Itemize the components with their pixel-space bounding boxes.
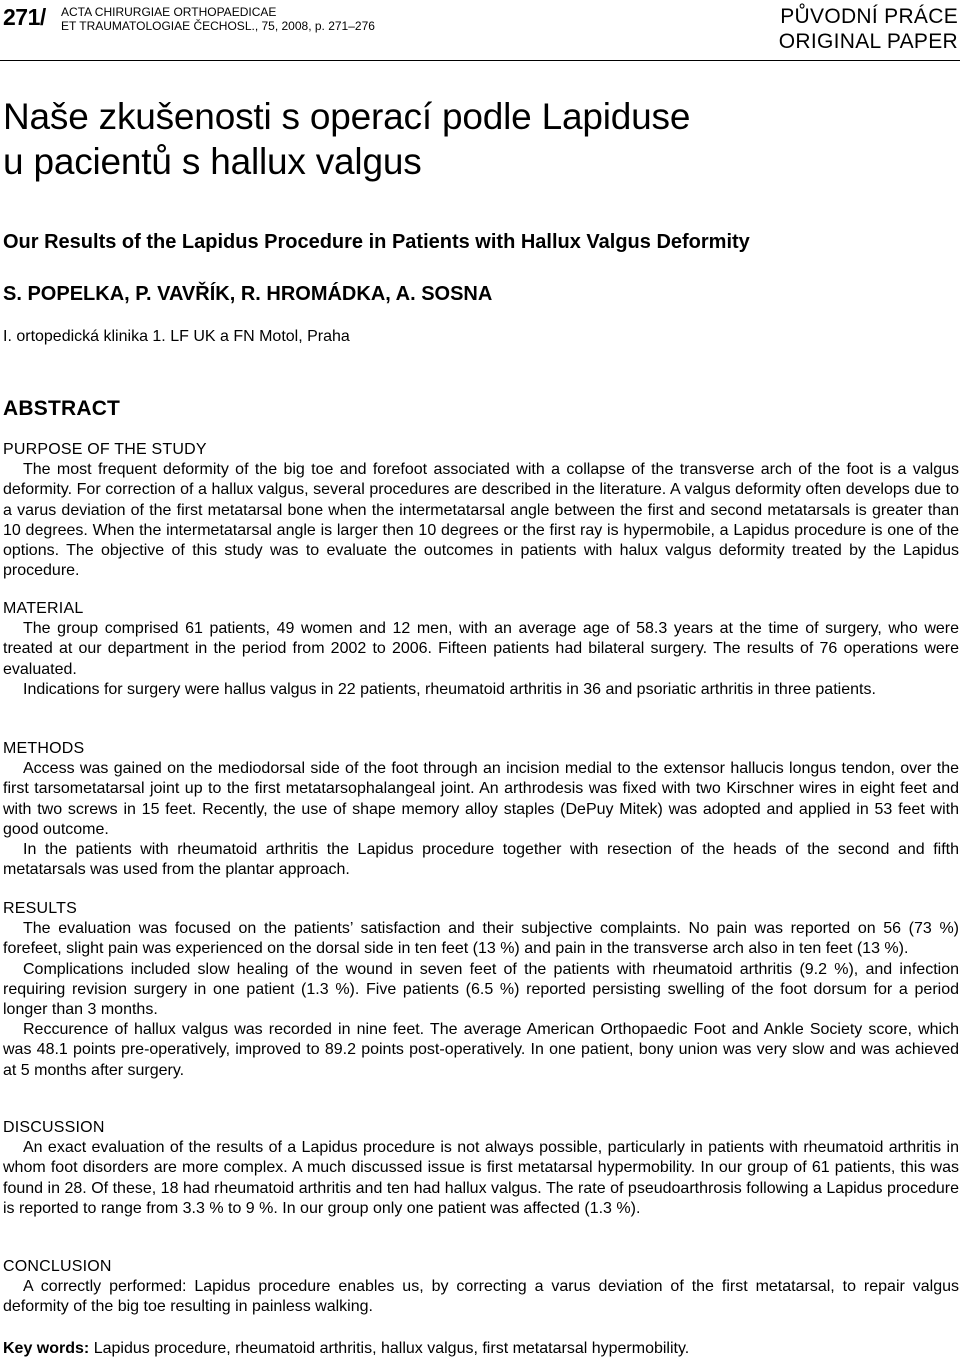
section-conclusion [3, 1257, 959, 1318]
methods-heading: METHODS [3, 740, 85, 757]
section-purpose [3, 440, 959, 581]
authors: S. POPELKA, P. VAVŘÍK, R. HROMÁDKA, A. SOSNA [3, 283, 493, 305]
results-paragraph-1: The evaluation was focused on the patients’ satisfaction and their subjective complaints. No pain was reported on 56 (73 %) forefeet, slight pain was experienced on the dorsal side in ten feet (13 %) and pain in the transverse arch also in ten feet (13 %). [3, 920, 959, 958]
conclusion-heading: CONCLUSION [3, 1258, 112, 1275]
english-title: Our Results of the Lapidus Procedure in Patients with Hallux Valgus Deformity [3, 231, 750, 253]
results-paragraph-3: Reccurence of hallux valgus was recorded in nine feet. The average American Orthopaedic Foot and Ankle Society score, which was 48.1 points pre-operatively, improved to 89.2 points post-operatively. In one patient, bony union was very slow and was achieved at 5 months after surgery. [3, 1021, 959, 1079]
section-material [3, 599, 959, 700]
page-number: 271/ [3, 4, 46, 30]
discussion-heading: DISCUSSION [3, 1119, 105, 1136]
section-type-en: ORIGINAL PAPER [778, 30, 958, 53]
material-paragraph-1: The group comprised 61 patients, 49 women and 12 men, with an average age of 58.3 years at the time of surgery, who were treated at our department in the period from 2002 to 2006. Fifteen patients had bilateral surgery. The results of 76 operations were evaluated. [3, 620, 959, 678]
section-type [779, 4, 958, 54]
section-results [3, 899, 959, 1081]
journal-line-2: ET TRAUMATOLOGIAE ČECHOSL., 75, 2008, p. 271–276 [61, 19, 375, 33]
page-header [0, 0, 960, 60]
results-paragraph-2: Complications included slow healing of the wound in seven feet of the patients with rheumatoid arthritis (9.2 %), and infection requiring revision surgery in one patient (1.3 %). Five patients (6.5 %) reported persisting swelling of the foot dorsum for a period longer than 3 months. [3, 960, 959, 1019]
conclusion-paragraph-1: A correctly performed: Lapidus procedure enables us, by correcting a varus deviation of the first metatarsal, to repair valgus deformity of the big toe resulting in painless walking. [3, 1278, 959, 1316]
discussion-paragraph-1: An exact evaluation of the results of a Lapidus procedure is not always possible, particularly in patients with rheumatoid arthritis in whom foot disorders are more complex. A much discussed issue is first metatarsal hypermobility. In our group of 61 patients, this was found in 28. Of these, 18 had rheumatoid arthritis and ten had hallux valgus. The rate of pseudoarthrosis following a Lapidus procedure is reported to range from 3.3 % to 9 %. In our group only one patient was affected (1.3 %). [3, 1139, 959, 1217]
affiliation: I. ortopedická klinika 1. LF UK a FN Motol, Praha [3, 328, 350, 345]
journal-line-1: ACTA CHIRURGIAE ORTHOPAEDICAE [61, 5, 277, 19]
keywords [3, 1340, 689, 1358]
material-paragraph-2: Indications for surgery were hallus valgus in 22 patients, rheumatoid arthritis in 36 and psoriatic arthritis in three patients. [23, 680, 876, 698]
material-heading: MATERIAL [3, 600, 84, 617]
section-methods [3, 739, 959, 880]
results-heading: RESULTS [3, 900, 78, 917]
section-discussion [3, 1118, 959, 1219]
title-line-2: u pacientů s hallux valgus [3, 141, 422, 182]
purpose-heading: PURPOSE OF THE STUDY [3, 441, 207, 458]
header-divider [0, 60, 960, 61]
abstract-heading: ABSTRACT [3, 397, 121, 420]
title-line-1: Naše zkušenosti s operací podle Lapiduse [3, 96, 691, 137]
keywords-text: Lapidus procedure, rheumatoid arthritis, hallux valgus, first metatarsal hypermobility. [93, 1340, 690, 1357]
purpose-paragraph-1: The most frequent deformity of the big toe and forefoot associated with a collapse of the transverse arch of the foot is a valgus deformity. For correction of a hallux valgus, several procedures are described in the literature. A valgus deformity often develops due to a varus deviation of the first metatarsal bone when the intermetatarsal angle between the first and second metatarsals is greater than 10 degrees. When the intermetatarsal angle is larger then 10 degrees or the first ray is hypermobile, a Lapidus procedure is one of the options. The objective of this study was to evaluate the outcomes in patients with halux valgus deformity treated by the Lapidus procedure. [3, 461, 959, 580]
article-title [3, 94, 690, 184]
methods-paragraph-1: Access was gained on the mediodorsal side of the foot through an incision medial to the extensor hallucis longus tendon, over the first tarsometatarsal joint up to the first metatarsophalangeal joint. An arthrodesis was fixed with two Kirschner wires in eight feet and with two screws in 15 feet. Recently, the use of shape memory alloy staples (DePuy Mitek) was adopted and applied in 53 feet with good outcome. [3, 760, 959, 838]
section-type-cz: PŮVODNÍ PRÁCE [780, 5, 958, 28]
keywords-label: Key words: [3, 1340, 90, 1357]
journal-citation [61, 5, 375, 33]
methods-paragraph-2: In the patients with rheumatoid arthritis the Lapidus procedure together with resection of the heads of the second and fifth metatarsals was used from the plantar approach. [3, 841, 959, 879]
